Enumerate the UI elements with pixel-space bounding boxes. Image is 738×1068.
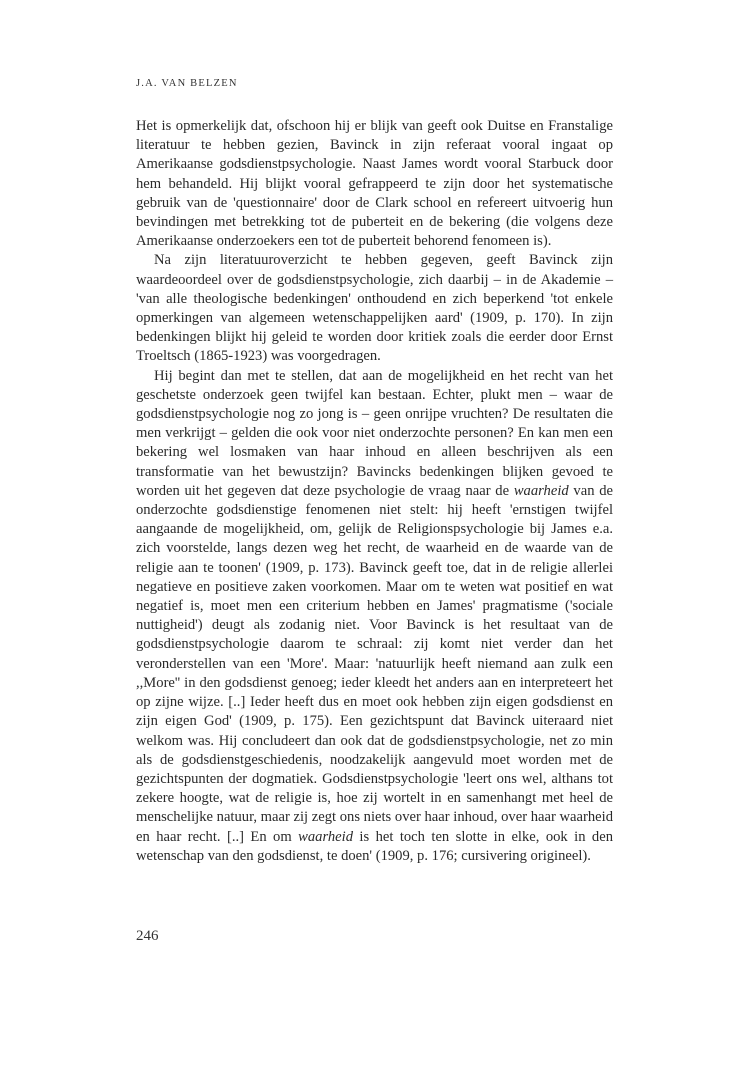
body-text	[136, 117, 613, 866]
paragraph-3	[136, 367, 613, 866]
paragraph-3-text-c: is het toch ten slotte in elke, ook in den wetenschap van den godsdienst, te doen' (1909, p. 176; cursivering origineel).	[136, 828, 613, 864]
running-head: J.A. VAN BELZEN	[136, 78, 238, 89]
paragraph-3-text-b: van de onderzochte godsdienstige fenomenen niet stelt: hij heeft 'ernstigen twijfel aangaande de mogelijkheid, om, gelijk de Religionspsychologie bij James e.a. zich voorstelde, langs dezen weg het recht, de waarheid en de waarde van de religie aan te toonen' (1909, p. 173). Bavinck geeft toe, dat in de religie allerlei negatieve en positieve zaken voorkomen. Maar om te weten wat positief en wat negatief is, moet men een criterium hebben en James' pragmatisme ('sociale nuttigheid') deugt als zodanig niet. Voor Bavinck is het resultaat van de godsdienstpsychologie daarom te schraal: zij komt niet verder dan het veronderstellen van een 'More'. Maar: 'natuurlijk heeft niemand aan zulk een ,,More'' in den godsdienst genoeg; ieder kleedt het anders aan en interpreteert het op zijne wijze. [..] Ieder heeft dus en moet ook hebben zijn eigen godsdienst en zijn eigen God' (1909, p. 175). Een gezichtspunt dat Bavinck uiteraard niet welkom was. Hij concludeert dan ook dat de godsdienstpsychologie, net zo min als de godsdienstgeschiedenis, noodzakelijk aangevuld moet worden met de gezichtspunten der dogmatiek. Godsdienstpsychologie 'leert ons wel, althans tot zekere hoogte, wat de religie is, hoe zij wortelt in en samenhangt met heel de menschelijke natuur, maar zij zegt ons niets over haar inhoud, over haar waarheid en haar recht. [..] En om	[136, 482, 613, 845]
italic-waarheid-1: waarheid	[513, 482, 569, 499]
paragraph-1: Het is opmerkelijk dat, ofschoon hij er blijk van geeft ook Duitse en Franstalige literatuur te hebben gezien, Bavinck in zijn referaat vooral ingaat op Amerikaanse godsdienstpsychologie. Naast James wordt vooral Starbuck door hem behandeld. Hij blijkt vooral gefrappeerd te zijn door het systematische gebruik van de 'questionnaire' door de Clark school en refereert uitvoerig hun bevindingen met betrekking tot de puberteit en de bekering (die volgens deze Amerikaanse onderzoekers een tot de puberteit behorend fenomeen is).	[136, 118, 613, 250]
paragraph-2: Na zijn literatuuroverzicht te hebben gegeven, geeft Bavinck zijn waardeoordeel over de godsdienstpsychologie, zich daarbij – in de Akademie – 'van alle theologische bedenkingen' onthoudend en zich beperkend 'tot enkele opmerkingen van algemeen wetenschappelijken aard' (1909, p. 170). In zijn bedenkingen blijkt hij geleid te worden door kritiek zoals die eerder door Ernst Troeltsch (1865-1923) was voorgedragen.	[136, 252, 613, 365]
page-number: 246	[136, 928, 159, 944]
italic-waarheid-2: waarheid	[298, 828, 353, 845]
paragraph-3-text-a: Hij begint dan met te stellen, dat aan de mogelijkheid en het recht van het geschetste onderzoek geen twijfel kan bestaan. Echter, plukt men – waar de godsdienstpsychologie nog zo jong is – geen onrijpe vruchten? De resultaten die men verkrijgt – gelden die ook voor niet onderzochte personen? En kan men een bekering wel losmaken van haar inhoud en alleen beschrijven als een transformatie van het bewustzijn? Bavincks bedenkingen blijken gevoed te worden uit het gegeven dat deze psychologie de vraag naar de	[136, 367, 613, 499]
